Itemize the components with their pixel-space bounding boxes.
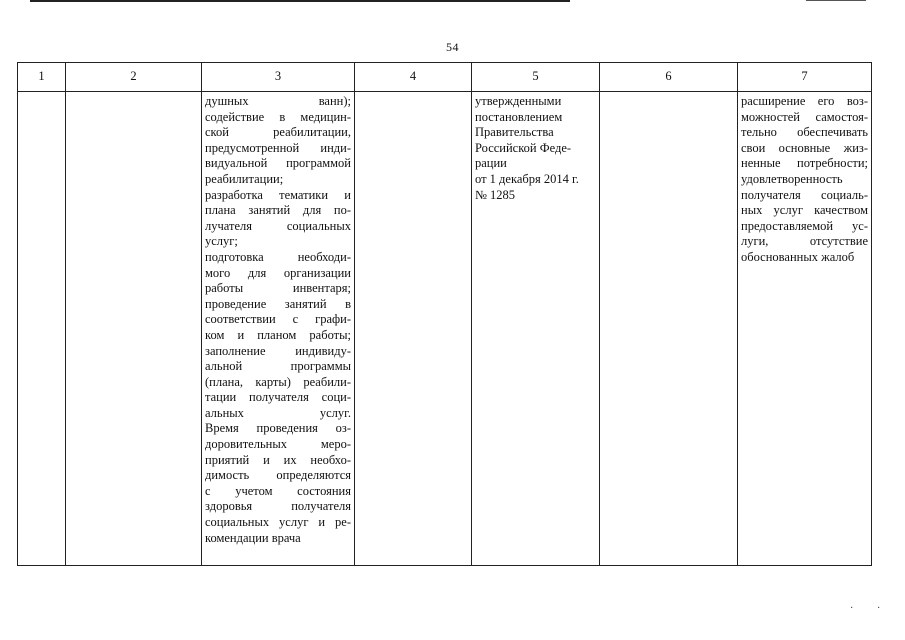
- cell-col4: [355, 92, 472, 566]
- column-header: 4: [355, 63, 472, 92]
- text-line: реабилитации;: [205, 171, 284, 186]
- scan-speck: ·: [877, 603, 881, 614]
- page-number: 54: [446, 40, 459, 54]
- text-line: свои основные жиз-: [741, 140, 868, 155]
- text-line: услуг;: [205, 234, 238, 249]
- column-header: 2: [66, 63, 202, 92]
- text-line: проведение занятий в: [205, 296, 351, 311]
- text-line: плана занятий для по-: [205, 203, 351, 218]
- text-line: подготовка необходи-: [205, 249, 351, 264]
- text-line: содействие в медицин-: [205, 109, 351, 124]
- cell-col2: [66, 92, 202, 566]
- text-line: постановлением: [475, 109, 563, 124]
- text-line: ненные потребности;: [741, 156, 868, 171]
- scan-edge-line: [30, 0, 570, 2]
- column-header: 7: [738, 63, 872, 92]
- text-line: альной программы: [205, 359, 351, 374]
- text-line: Российской Феде-: [475, 140, 572, 155]
- text-line: разработка тематики и: [205, 187, 351, 202]
- text-line: удовлетворенность: [741, 171, 843, 186]
- text-line: душных ванн);: [205, 94, 351, 108]
- text-line: приятий и их необхо-: [205, 452, 351, 467]
- text-line: альных услуг.: [205, 405, 351, 420]
- text-line: здоровья получателя: [205, 499, 351, 514]
- text-line: Правительства: [475, 125, 554, 140]
- text-line: ской реабилитации,: [205, 125, 351, 140]
- text-line: расширение его воз-: [741, 94, 868, 108]
- text-line: от 1 декабря 2014 г.: [475, 171, 579, 186]
- text-line: с учетом состояния: [205, 483, 351, 498]
- text-line: № 1285: [475, 187, 516, 202]
- regulation-reference-text: [472, 92, 599, 203]
- column-header: 1: [18, 63, 66, 92]
- text-line: утвержденными: [475, 94, 562, 108]
- cell-col3: [202, 92, 355, 566]
- text-line: работы инвентаря;: [205, 281, 351, 296]
- cell-col7: [738, 92, 872, 566]
- text-line: доровительных меро-: [205, 437, 351, 452]
- text-line: предоставляемой ус-: [741, 218, 868, 233]
- cell-col6: [600, 92, 738, 566]
- text-line: обоснованных жалоб: [741, 249, 855, 264]
- text-line: ных услуг качеством: [741, 203, 868, 218]
- text-line: комендации врача: [205, 530, 301, 545]
- text-line: (плана, карты) реабили-: [205, 374, 351, 389]
- column-header: 6: [600, 63, 738, 92]
- text-line: социальных услуг и ре-: [205, 515, 351, 530]
- text-line: получателя социаль-: [741, 187, 868, 202]
- cell-col5: [472, 92, 600, 566]
- text-line: соответствии с графи-: [205, 312, 351, 327]
- text-line: предусмотренной инди-: [205, 140, 351, 155]
- text-line: Время проведения оз-: [205, 421, 351, 436]
- text-line: тельно обеспечивать: [741, 125, 868, 140]
- text-line: видуальной программой: [205, 156, 351, 171]
- column-header: 3: [202, 63, 355, 92]
- text-line: заполнение индивиду-: [205, 343, 351, 358]
- text-line: мого для организации: [205, 265, 351, 280]
- quality-indicators-text: [738, 92, 871, 266]
- text-line: ком и планом работы;: [205, 327, 351, 342]
- services-table: [17, 62, 872, 566]
- text-line: луги, отсутствие: [741, 234, 868, 249]
- text-line: тации получателя соци-: [205, 390, 351, 405]
- table-row: [18, 92, 872, 566]
- column-header: 5: [472, 63, 600, 92]
- scan-edge-line: [806, 0, 866, 1]
- text-line: рации: [475, 156, 507, 171]
- cell-col1: [18, 92, 66, 566]
- text-line: димость определяются: [205, 468, 351, 483]
- service-description-text: [202, 92, 354, 546]
- text-line: можностей самостоя-: [741, 109, 868, 124]
- scan-speck: ·: [850, 603, 854, 614]
- text-line: лучателя социальных: [205, 218, 351, 233]
- header-row: [18, 63, 872, 92]
